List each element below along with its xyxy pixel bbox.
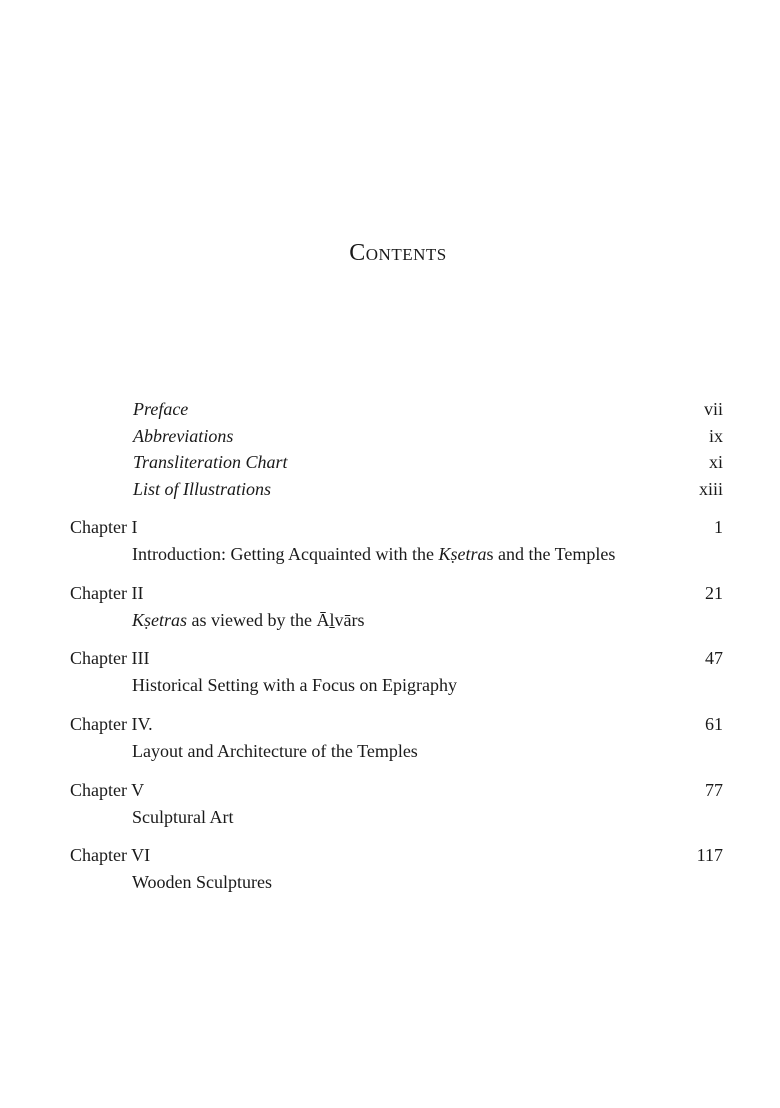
text-segment: s and the Temples [486, 544, 616, 564]
chapter-title-text [132, 869, 272, 895]
page-number: 117 [696, 845, 723, 865]
toc-entry [0, 476, 780, 502]
text-segment: as viewed by the Āḻvārs [187, 610, 365, 630]
chapter-title [0, 607, 780, 633]
entry-title: Preface [133, 399, 189, 419]
chapter-heading [0, 514, 780, 540]
chapter-title-text [132, 541, 615, 567]
page-number: xi [708, 452, 723, 472]
text-segment: Sculptural Art [132, 807, 234, 827]
page-number: 61 [705, 714, 723, 734]
page-number: 1 [714, 517, 723, 537]
chapter-title [0, 541, 780, 567]
chapter-label: Chapter III [70, 648, 150, 668]
chapter-label: Chapter I [70, 517, 138, 537]
chapter-title-text [132, 738, 418, 764]
text-segment: Kṣetra [438, 544, 487, 564]
text-segment: Wooden Sculptures [132, 872, 273, 892]
entry-title: Transliteration Chart [133, 452, 288, 472]
page-number: 77 [705, 780, 723, 800]
chapter-title-text [132, 804, 234, 830]
chapter-heading [0, 580, 780, 606]
toc-entry [0, 449, 780, 475]
chapter-title [0, 804, 780, 830]
entry-title: List of Illustrations [133, 479, 272, 499]
page-title: Contents [349, 240, 447, 266]
chapter-title [0, 672, 780, 698]
chapter-title [0, 869, 780, 895]
chapter-label: Chapter VI [70, 845, 151, 865]
chapter-label: Chapter IV. [70, 714, 153, 734]
chapter-heading [0, 645, 780, 671]
toc-entry [0, 423, 780, 449]
text-segment: Introduction: Getting Acquainted with the [132, 544, 439, 564]
chapter-label: Chapter II [70, 583, 144, 603]
entry-title: Abbreviations [133, 426, 234, 446]
text-segment: Kṣetras [132, 610, 188, 630]
chapter-heading [0, 777, 780, 803]
chapter-heading [0, 842, 780, 868]
chapter-title-text [132, 607, 364, 633]
page-number: ix [708, 426, 723, 446]
chapter-heading [0, 711, 780, 737]
chapter-title [0, 738, 780, 764]
page-number: 21 [705, 583, 723, 603]
page-number: 47 [705, 648, 723, 668]
toc-entry [0, 396, 780, 422]
chapter-label: Chapter V [70, 780, 145, 800]
chapter-title-text [132, 672, 457, 698]
text-segment: Historical Setting with a Focus on Epigraphy [132, 675, 457, 695]
page-number: vii [703, 399, 723, 419]
page-number: xiii [698, 479, 723, 499]
text-segment: Layout and Architecture of the Temples [132, 741, 418, 761]
